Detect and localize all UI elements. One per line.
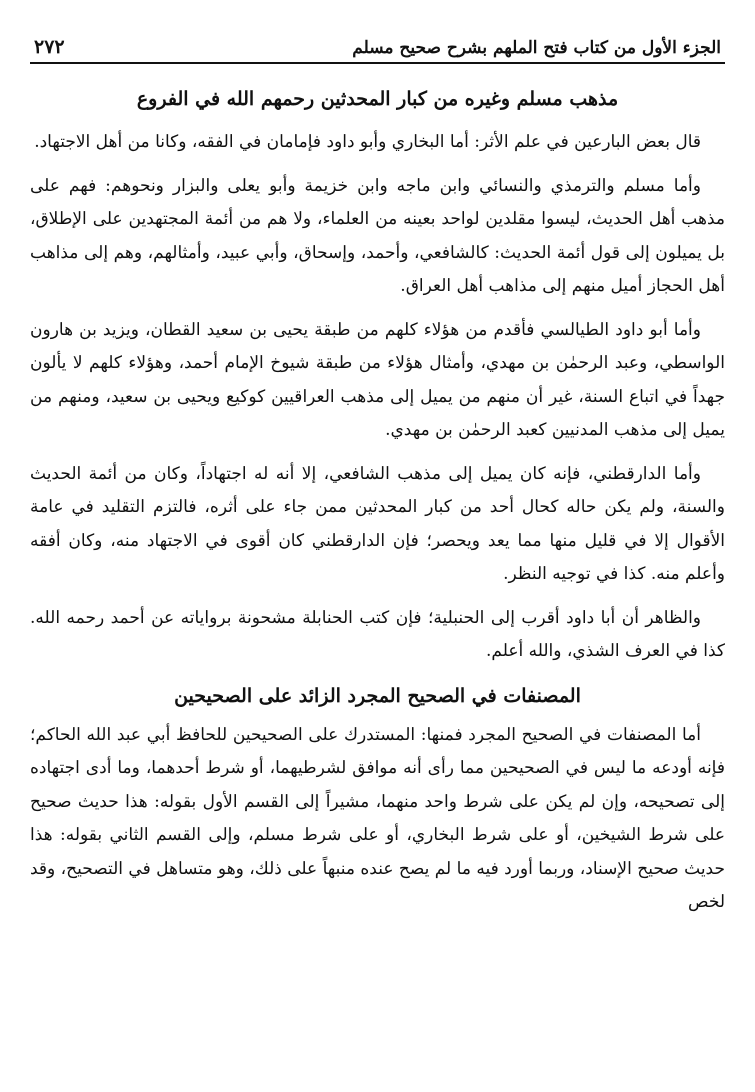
paragraph: أما المصنفات في الصحيح المجرد فمنها: المستدرك على الصحيحين للحافظ أبي عبد الله الحاكم؛ فإنه أودعه ما ليس في الصحيحين مما رأى أنه موافق لشرطيهما، أو شرط أحدهما، وما أدى اجتهاده إلى تصحيحه، وإن لم يكن على شرط واحد منهما، مشيراً إلى القسم الأول بقوله: هذا حديث صحيح على شرط الشيخين، أو على شرط البخاري، أو على شرط مسلم، وإلى القسم الثاني بقوله: هذا حديث صحيح الإسناد، وربما أورد فيه ما لم يصح عنده منبهاً على ذلك، وهو متساهل في التصحيح، وقد لخص [30, 724, 725, 912]
page-number: ٢٧٢ [34, 36, 65, 58]
paragraph: وأما مسلم والترمذي والنسائي وابن ماجه وابن خزيمة وأبو يعلى والبزار ونحوهم: فهم على مذهب أهل الحديث، ليسوا مقلدين لواحد بعينه من العلماء، ولا هم من أئمة المجتهدين على الإطلاق، بل يميلون إلى قول أئمة الحديث: كالشافعي، وأحمد، وإسحاق، وأبي عبيد، وأمثالهم، وهم إلى مذاهب أهل الحجاز أميل منهم إلى مذاهب أهل العراق. [30, 175, 725, 296]
running-header [30, 30, 725, 64]
paragraph: قال بعض البارعين في علم الأثر: أما البخاري وأبو داود فإمامان في الفقه، وكانا من أهل الاجتهاد. [34, 132, 701, 152]
paragraph: والظاهر أن أبا داود أقرب إلى الحنبلية؛ فإن كتب الحنابلة مشحونة برواياته عن أحمد رحمه الله. كذا في العرف الشذي، والله أعلم. [30, 607, 725, 661]
paragraph: وأما الدارقطني، فإنه كان يميل إلى مذهب الشافعي، إلا أنه له اجتهاداً، وكان من أئمة الحديث والسنة، ولم يكن حاله كحال أحد من كبار المحدثين ممن جاء على أثره، فالتزم التقليد في عامة الأقوال إلا في قليل منها مما يعد ويحصر؛ فإن الدارقطني كان أقوى في الاجتهاد منه، وكان أفقه وأعلم منه. كذا في توجيه النظر. [30, 463, 725, 584]
section-heading: مذهب مسلم وغيره من كبار المحدثين رحمهم الله في الفروع [136, 88, 619, 110]
section-heading: المصنفات في الصحيح المجرد الزائد على الصحيحين [174, 684, 581, 707]
book-title: الجزء الأول من كتاب فتح الملهم بشرح صحيح مسلم [352, 38, 721, 58]
paragraph: وأما أبو داود الطيالسي فأقدم من هؤلاء كلهم من طبقة يحيى بن سعيد القطان، ويزيد بن هارون الواسطي، وعبد الرحمٰن بن مهدي، وأمثال هؤلاء من طبقة شيوخ الإمام أحمد، وهؤلاء كلهم لا يألون جهداً في اتباع السنة، غير أن منهم من يميل إلى مذهب العراقيين كوكيع ويحيى بن سعيد، ومنهم من يميل إلى مذهب المدنيين كعبد الرحمٰن بن مهدي. [30, 319, 725, 440]
